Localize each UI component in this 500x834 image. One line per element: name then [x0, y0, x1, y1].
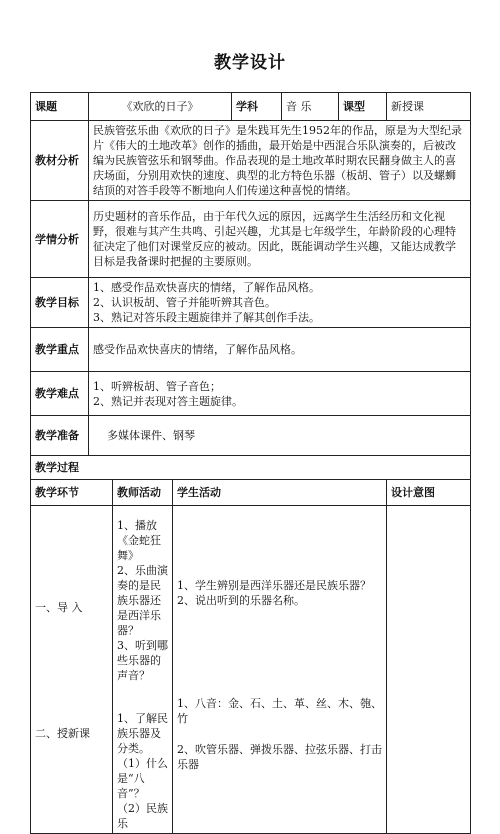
subject-value: 音 乐 — [282, 93, 339, 121]
header-stage: 教学环节 — [31, 480, 113, 506]
header-teacher: 教师活动 — [113, 480, 173, 506]
goals-label: 教学目标 — [31, 278, 89, 328]
key-label: 教学重点 — [31, 328, 89, 372]
difficulty-row — [31, 372, 471, 416]
lesson-plan-table — [30, 92, 471, 834]
material-label: 教材分析 — [31, 121, 89, 201]
process-body-row — [31, 506, 471, 834]
student-2a: 1、八音：金、石、土、革、丝、木、匏、竹 — [177, 696, 382, 725]
goals-row — [31, 278, 471, 328]
prep-label: 教学准备 — [31, 416, 89, 456]
students-label: 学情分析 — [31, 201, 89, 278]
type-value: 新授课 — [387, 93, 471, 121]
process-label: 教学过程 — [31, 456, 471, 480]
material-text: 民族管弦乐曲《欢欣的日子》是朱践耳先生1952年的作品，原是为大型纪录片《伟大的土地改革》创作的插曲，最开始是中西混合乐队演奏的，后被改编为民族管弦乐和钢琴曲。作品表现的是土地改革时期农民翻身做主人的喜庆场面，分别用欢快的速度、典型的北方特色乐器（板胡、管子）以及螺蛳结顶的对答手段等不断地向人们传递这种喜悦的情绪。 — [89, 121, 471, 201]
stage-2: 二、授新课 — [35, 727, 90, 740]
student-1: 1、学生辨别是西洋乐器还是民族乐器？ 2、说出听到的乐器名称。 — [177, 578, 371, 607]
students-text: 历史题材的音乐作品，由于年代久远的原因，远离学生生活经历和文化视野，很难与其产生共鸣、引起兴趣，尤其是七年级学生，年龄阶段的心理特征决定了他们对课堂反应的被动。因此，既能调动学生兴趣，又能达成教学目标是我备课时把握的主要原则。 — [89, 201, 471, 278]
goals-text: 1、感受作品欢快喜庆的情绪，了解作品风格。 2、认识板胡、管子并能听辨其音色。 3、熟记对答乐段主题旋律并了解其创作手法。 — [89, 278, 471, 328]
stage-1: 一、导 入 — [35, 601, 83, 614]
info-row — [31, 93, 471, 121]
student-cell — [173, 506, 387, 834]
process-title-row — [31, 456, 471, 480]
material-row — [31, 121, 471, 201]
teacher-1: 1、播放《金蛇狂舞》 2、乐曲演奏的是民族乐器还是西洋乐器？ 3、听到哪些乐器的声音？ — [117, 519, 168, 682]
course-value: 《欢欣的日子》 — [89, 93, 232, 121]
intent-cell — [387, 506, 471, 834]
header-student: 学生活动 — [173, 480, 387, 506]
course-label: 课题 — [31, 93, 89, 121]
student-2b: 2、吹管乐器、弹拨乐器、拉弦乐器、打击乐器 — [177, 742, 382, 771]
key-row — [31, 328, 471, 372]
type-label: 课型 — [339, 93, 387, 121]
teacher-cell — [113, 506, 173, 834]
page-title: 教学设计 — [214, 53, 286, 73]
difficulty-text: 1、听辨板胡、管子音色； 2、熟记并表现对答主题旋律。 — [89, 372, 471, 416]
key-text: 感受作品欢快喜庆的情绪，了解作品风格。 — [89, 328, 471, 372]
prep-text: 多媒体课件、钢琴 — [89, 416, 471, 456]
students-row — [31, 201, 471, 278]
stage-cell — [31, 506, 113, 834]
teacher-2: 1、了解民族乐器及分类。 （1）什么是“八音”？ （2）民族乐 — [117, 712, 168, 830]
header-intent: 设计意图 — [387, 480, 471, 506]
process-header-row — [31, 480, 471, 506]
prep-row — [31, 416, 471, 456]
subject-label: 学科 — [232, 93, 282, 121]
difficulty-label: 教学难点 — [31, 372, 89, 416]
